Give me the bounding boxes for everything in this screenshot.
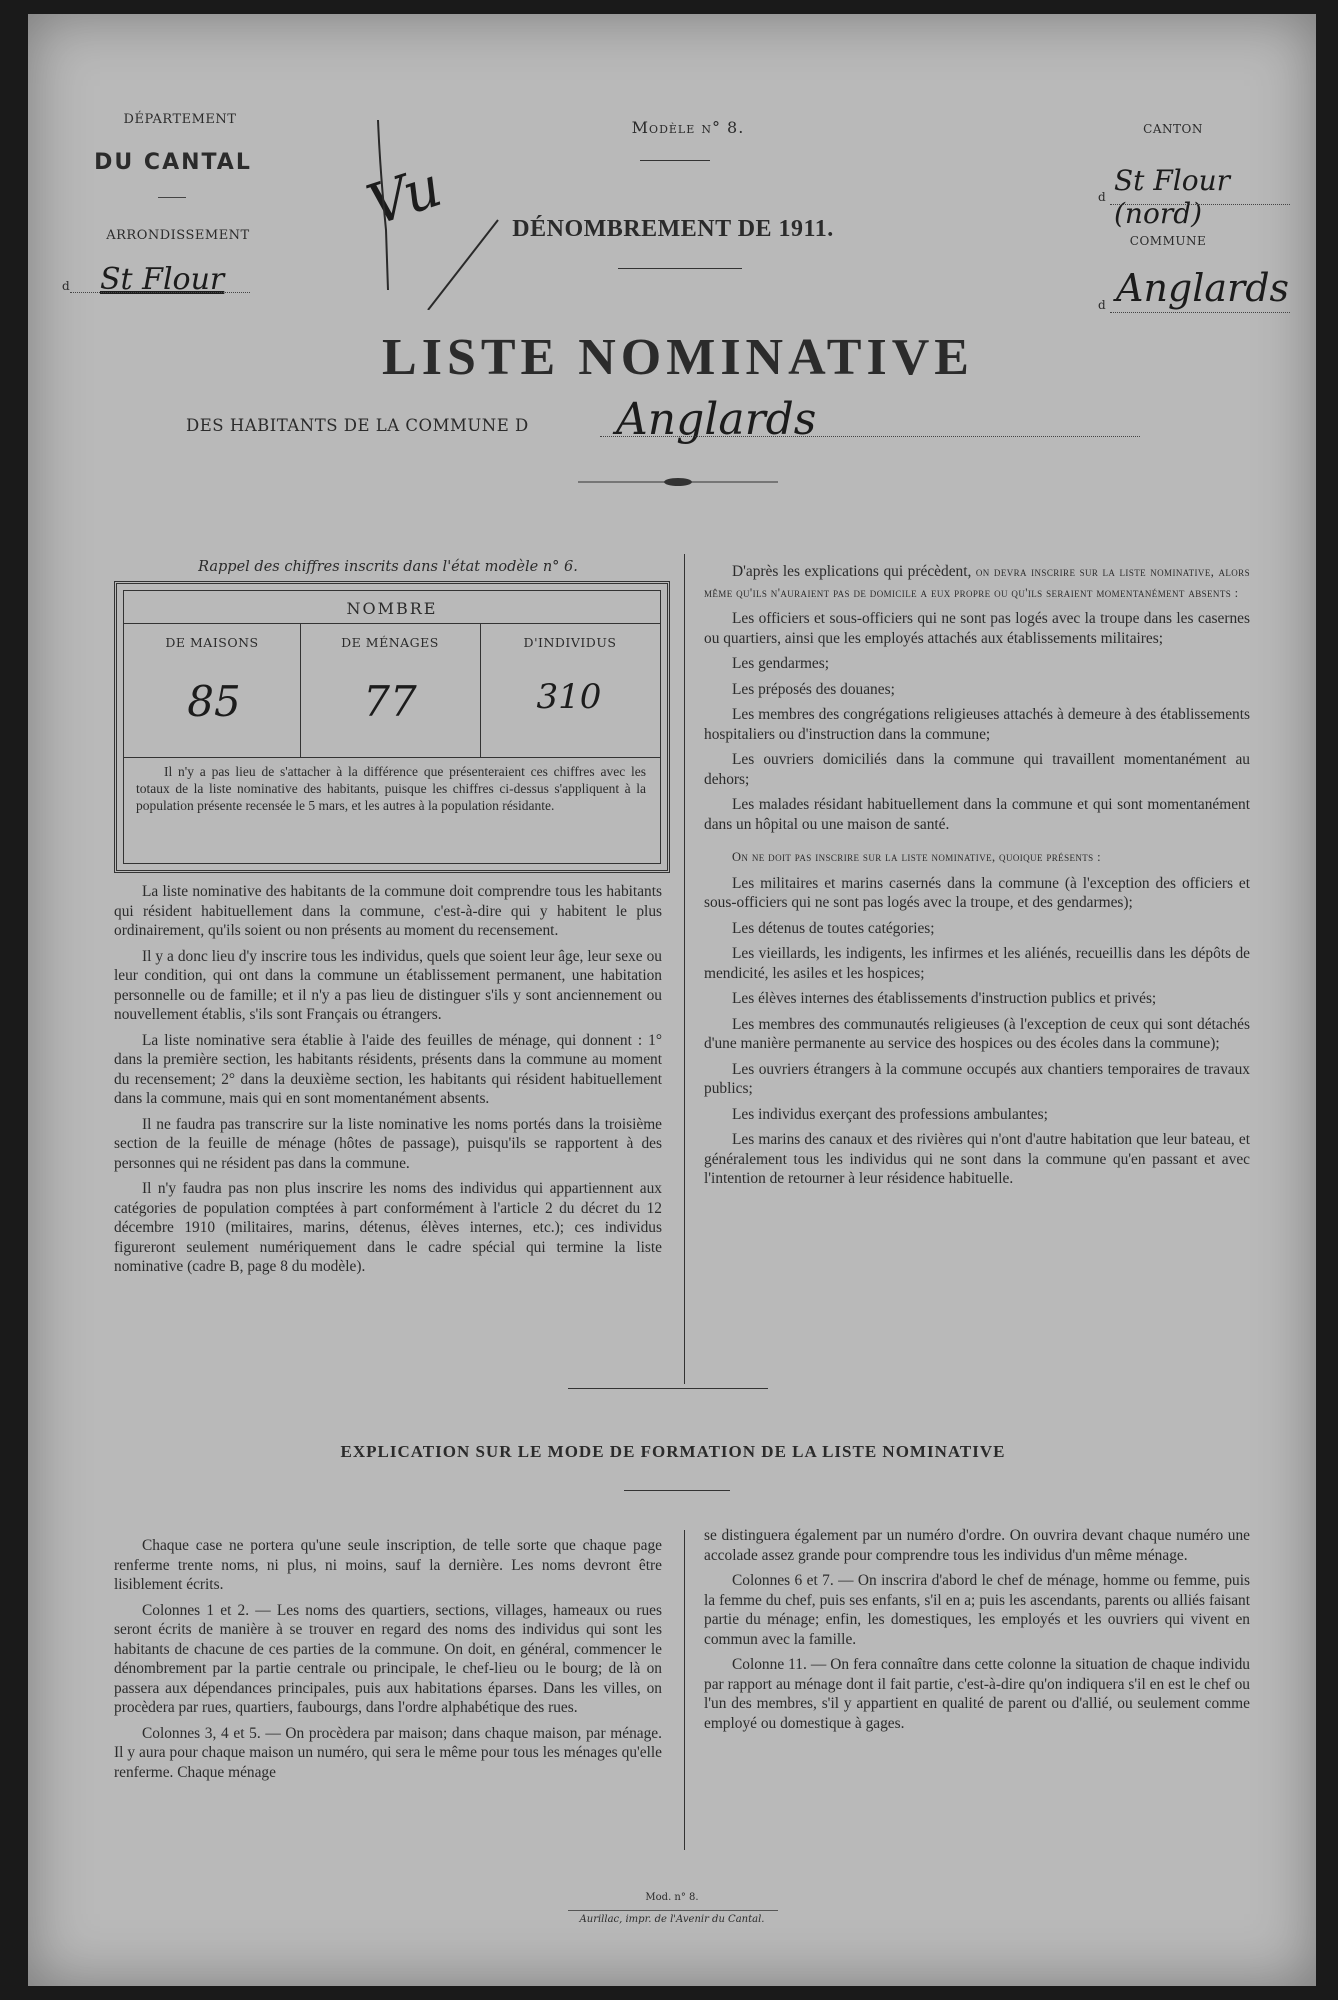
arrondissement-handwritten: St Flour: [100, 262, 225, 297]
ne-pas-item: Les individus exerçant des professions ambulantes;: [732, 1105, 1048, 1123]
ne-pas-item: Les militaires et marins casernés dans la commune (à l'exception des officiers et sous-officiers qui ne sont pas logés avec la troupe, et des gendarmes);: [704, 874, 1250, 911]
inscrire-item: Les préposés des douanes;: [732, 680, 895, 698]
ne-pas-heading: On ne doit pas inscrire sur la liste nominative, quoique présents :: [732, 850, 1101, 864]
canton-label: CANTON: [1143, 122, 1203, 136]
commune-prefix: d: [1098, 298, 1106, 312]
left-paragraph: Il y a donc lieu d'y inscrire tous les individus, quels que soient leur âge, leur sexe ou leur condition, qui ont dans la commune un établissement permanent, une habitation personnelle ou de famille; et il n'y a pas lieu de distinguer s'ils y sont anciennement ou nouvellement établis, s'ils sont Français ou étrangers.: [114, 947, 662, 1023]
census-form-page: [28, 14, 1316, 1986]
explication-paragraph: se distinguera également par un numéro d'ordre. On ouvrira devant chaque numéro une accolade assez grande pour comprendre tous les individus d'un même ménage.: [704, 1527, 1250, 1564]
explication-paragraph: Colonnes 6 et 7. — On inscrira d'abord le chef de ménage, homme ou femme, puis la femme du chef, puis ses enfants, s'il en a; puis les ascendants, parents ou alliés faisant partie du ménage; enfin, les domestiques, les employés et les ouvriers qui vivent en commun avec la famille.: [704, 1572, 1250, 1648]
commune-line: [1110, 312, 1290, 313]
departement-label: DÉPARTEMENT: [123, 112, 237, 127]
left-paragraph: Il ne faudra pas transcrire sur la liste nominative les noms portés dans la troisième section de la feuille de ménage (hôtes de passage), puisqu'ils se rapportent à des personnes qui ne résident pas dans la commune.: [114, 1115, 662, 1172]
inscrire-item: Les gendarmes;: [732, 655, 830, 672]
explication-paragraph: Colonne 11. — On fera connaître dans cette colonne la situation de chaque individu par rapport au ménage dont il fait partie, c'est-à-dire qu'on indiquera s'il en est le chef ou l'un des membres, s'il y appartient en qualité de parent ou d'allié, ou seulement comme employé ou domestique à gages.: [704, 1656, 1250, 1732]
rappel-box: [114, 581, 670, 873]
footer-mod: Mod. n° 8.: [645, 1892, 699, 1903]
denombrement-title: DÉNOMBREMENT DE 1911.: [512, 216, 834, 242]
divider: [640, 160, 710, 161]
modele-number: Modèle n° 8.: [631, 118, 745, 137]
col-individus-header: D'INDIVIDUS: [523, 635, 617, 650]
arrondissement-label: ARRONDISSEMENT: [106, 228, 250, 243]
val-maisons: 85: [187, 677, 241, 726]
inscrire-item: Les ouvriers domiciliés dans la commune qui travaillent momentanément au dehors;: [704, 751, 1250, 788]
table-rule: [124, 757, 660, 758]
explication-paragraph: Colonnes 1 et 2. — Les noms des quartiers, sections, villages, hameaux ou rues seront écrits de manière à se trouver en regard des noms des individus qui sont les habitants de chacune de ces parties de la commune. On doit, en général, commencer le dénombrement par la partie centrale ou principale, le chef-lieu ou le bourg; de là on passera aux dépendances principales, puis aux habitations éparses. Dans les villes, on procèdera par rues, quartiers, faubourgs, dans l'ordre alphabétique des rues.: [114, 1601, 662, 1716]
inscrire-item: Les malades résidant habituellement dans la commune et qui sont momentanément dans un hôpital ou une maison de santé.: [704, 796, 1250, 833]
footer-rule: [568, 1910, 778, 1911]
intro-text: D'après les explications qui précèdent,: [732, 563, 972, 580]
explication-right: [704, 1526, 1250, 1739]
table-col-sep: [300, 623, 301, 757]
explication-paragraph: Chaque case ne portera qu'une seule inscription, de telle sorte que chaque page renferme trente noms, ni plus, ni moins, sauf la dernière. Les noms devront être lisiblement écrits.: [114, 1537, 662, 1593]
ne-pas-item: Les membres des communautés religieuses (à l'exception de ceux qui sont détachés d'une manière permanente au service des hospices ou des écoles dans la commune);: [704, 1015, 1250, 1052]
table-col-sep: [480, 623, 481, 757]
ne-pas-item: Les marins des canaux et des rivières qui n'ont d'autre habitation que leur bateau, et généralement tous les individus qui ne sont dans la commune qu'en passant et avec l'intention de retourner à leur résidence habituelle.: [704, 1131, 1250, 1187]
divider: [624, 1490, 730, 1491]
left-paragraph: Il n'y faudra pas non plus inscrire les noms des individus qui appartiennent aux catégories de population comptées à part conformément à l'article 2 du décret du 12 décembre 1910 (militaires, marins, détenus, élèves internes, etc.); ces individus figureront seulement numériquement dans le cadre spécial qui termine la liste nominative (cadre B, page 8 du modèle).: [114, 1180, 662, 1275]
right-intro: [704, 562, 1250, 603]
canton-handwritten: St Flour (nord): [1114, 164, 1230, 230]
explication-left: [114, 1536, 662, 1788]
commune-label: COMMUNE: [1129, 234, 1207, 248]
title-commune-handwritten: Anglards: [616, 394, 817, 445]
ne-pas-item: Les détenus de toutes catégories;: [732, 919, 935, 937]
divider: [158, 197, 186, 198]
canton-line: [1110, 204, 1290, 205]
col-maisons-header: DE MAISONS: [165, 635, 259, 650]
right-column-text: [704, 562, 1250, 1195]
inscrire-item: Les officiers et sous-officiers qui ne sont pas logés avec la troupe dans les casernes ou quartiers, ainsi que les employés attachés aux établissements militaires;: [704, 610, 1250, 647]
intro-caps: on devra inscrire sur la liste nominative, alors même qu'ils n'auraient pas de domicile a eux propre ou qu'ils seraient momentanément absents :: [704, 565, 1250, 600]
rappel-caption: Rappel des chiffres inscrits dans l'état modèle n° 6.: [198, 559, 578, 575]
col-menages-header: DE MÉNAGES: [341, 635, 439, 650]
ne-pas-item: Les élèves internes des établissements d'instruction publics et privés;: [732, 990, 1157, 1007]
main-title: LISTE NOMINATIVE: [382, 329, 974, 386]
title-line: [600, 436, 1140, 437]
column-separator: [684, 1530, 685, 1850]
left-column-text: [114, 882, 662, 1283]
arrondissement-line: [70, 292, 250, 293]
ornament-divider: [578, 476, 778, 488]
divider: [618, 268, 742, 269]
nombre-header: NOMBRE: [346, 599, 438, 618]
section-divider: [568, 1388, 768, 1389]
table-rule: [124, 623, 660, 624]
departement-value: DU CANTAL: [94, 150, 252, 175]
vu-stroke: [358, 110, 508, 310]
column-separator: [684, 554, 685, 1384]
ne-pas-item: Les ouvriers étrangers à la commune occupés aux chantiers temporaires de travaux publics;: [704, 1060, 1250, 1097]
canton-prefix: d: [1098, 190, 1106, 204]
explication-heading: EXPLICATION SUR LE MODE DE FORMATION DE LA LISTE NOMINATIVE: [340, 1442, 1006, 1461]
left-paragraph: La liste nominative des habitants de la commune doit comprendre tous les habitants qui résident habituellement dans la commune, c'est-à-dire qui y habitent le plus ordinairement, qu'ils soient ou non présents au moment du recensement.: [114, 883, 662, 939]
rappel-note: Il n'y a pas lieu de s'attacher à la différence que présenteraient ces chiffres avec les totaux de la liste nominative des habitants, puisque les chiffres ci-dessus s'appliquent à la population présente recensée le 5 mars, et les autres à la population résidante.: [136, 764, 646, 813]
ne-pas-item: Les vieillards, les indigents, les infirmes et les aliénés, recueillis dans les dépôts de mendicité, les asiles et les hospices;: [704, 945, 1250, 982]
footer-printer: Aurillac, impr. de l'Avenir du Cantal.: [579, 1914, 765, 1925]
title-subtitle: DES HABITANTS DE LA COMMUNE D: [186, 416, 529, 435]
inscrire-item: Les membres des congrégations religieuses attachés à demeure à des établissements hospitaliers ou d'instruction dans la commune;: [704, 706, 1250, 743]
left-paragraph: La liste nominative sera établie à l'aide des feuilles de ménage, qui donnent : 1° dans la première section, les habitants résidents, présents dans la commune au moment du recensement; 2° dans la deuxième section, les habitants qui résident habituellement dans la commune, mais qui en sont momentanément absents.: [114, 1031, 662, 1107]
vu-signature: Vu: [359, 154, 450, 239]
val-individus: 310: [536, 677, 602, 717]
val-menages: 77: [363, 677, 417, 726]
arrondissement-prefix: d: [62, 279, 70, 293]
explication-paragraph: Colonnes 3, 4 et 5. — On procèdera par maison; dans chaque maison, par ménage. Il y aura pour chaque maison un numéro, qui sera le même pour tous les ménages qu'elle renferme. Chaque ménage: [114, 1724, 662, 1781]
commune-handwritten: Anglards: [1116, 266, 1290, 310]
